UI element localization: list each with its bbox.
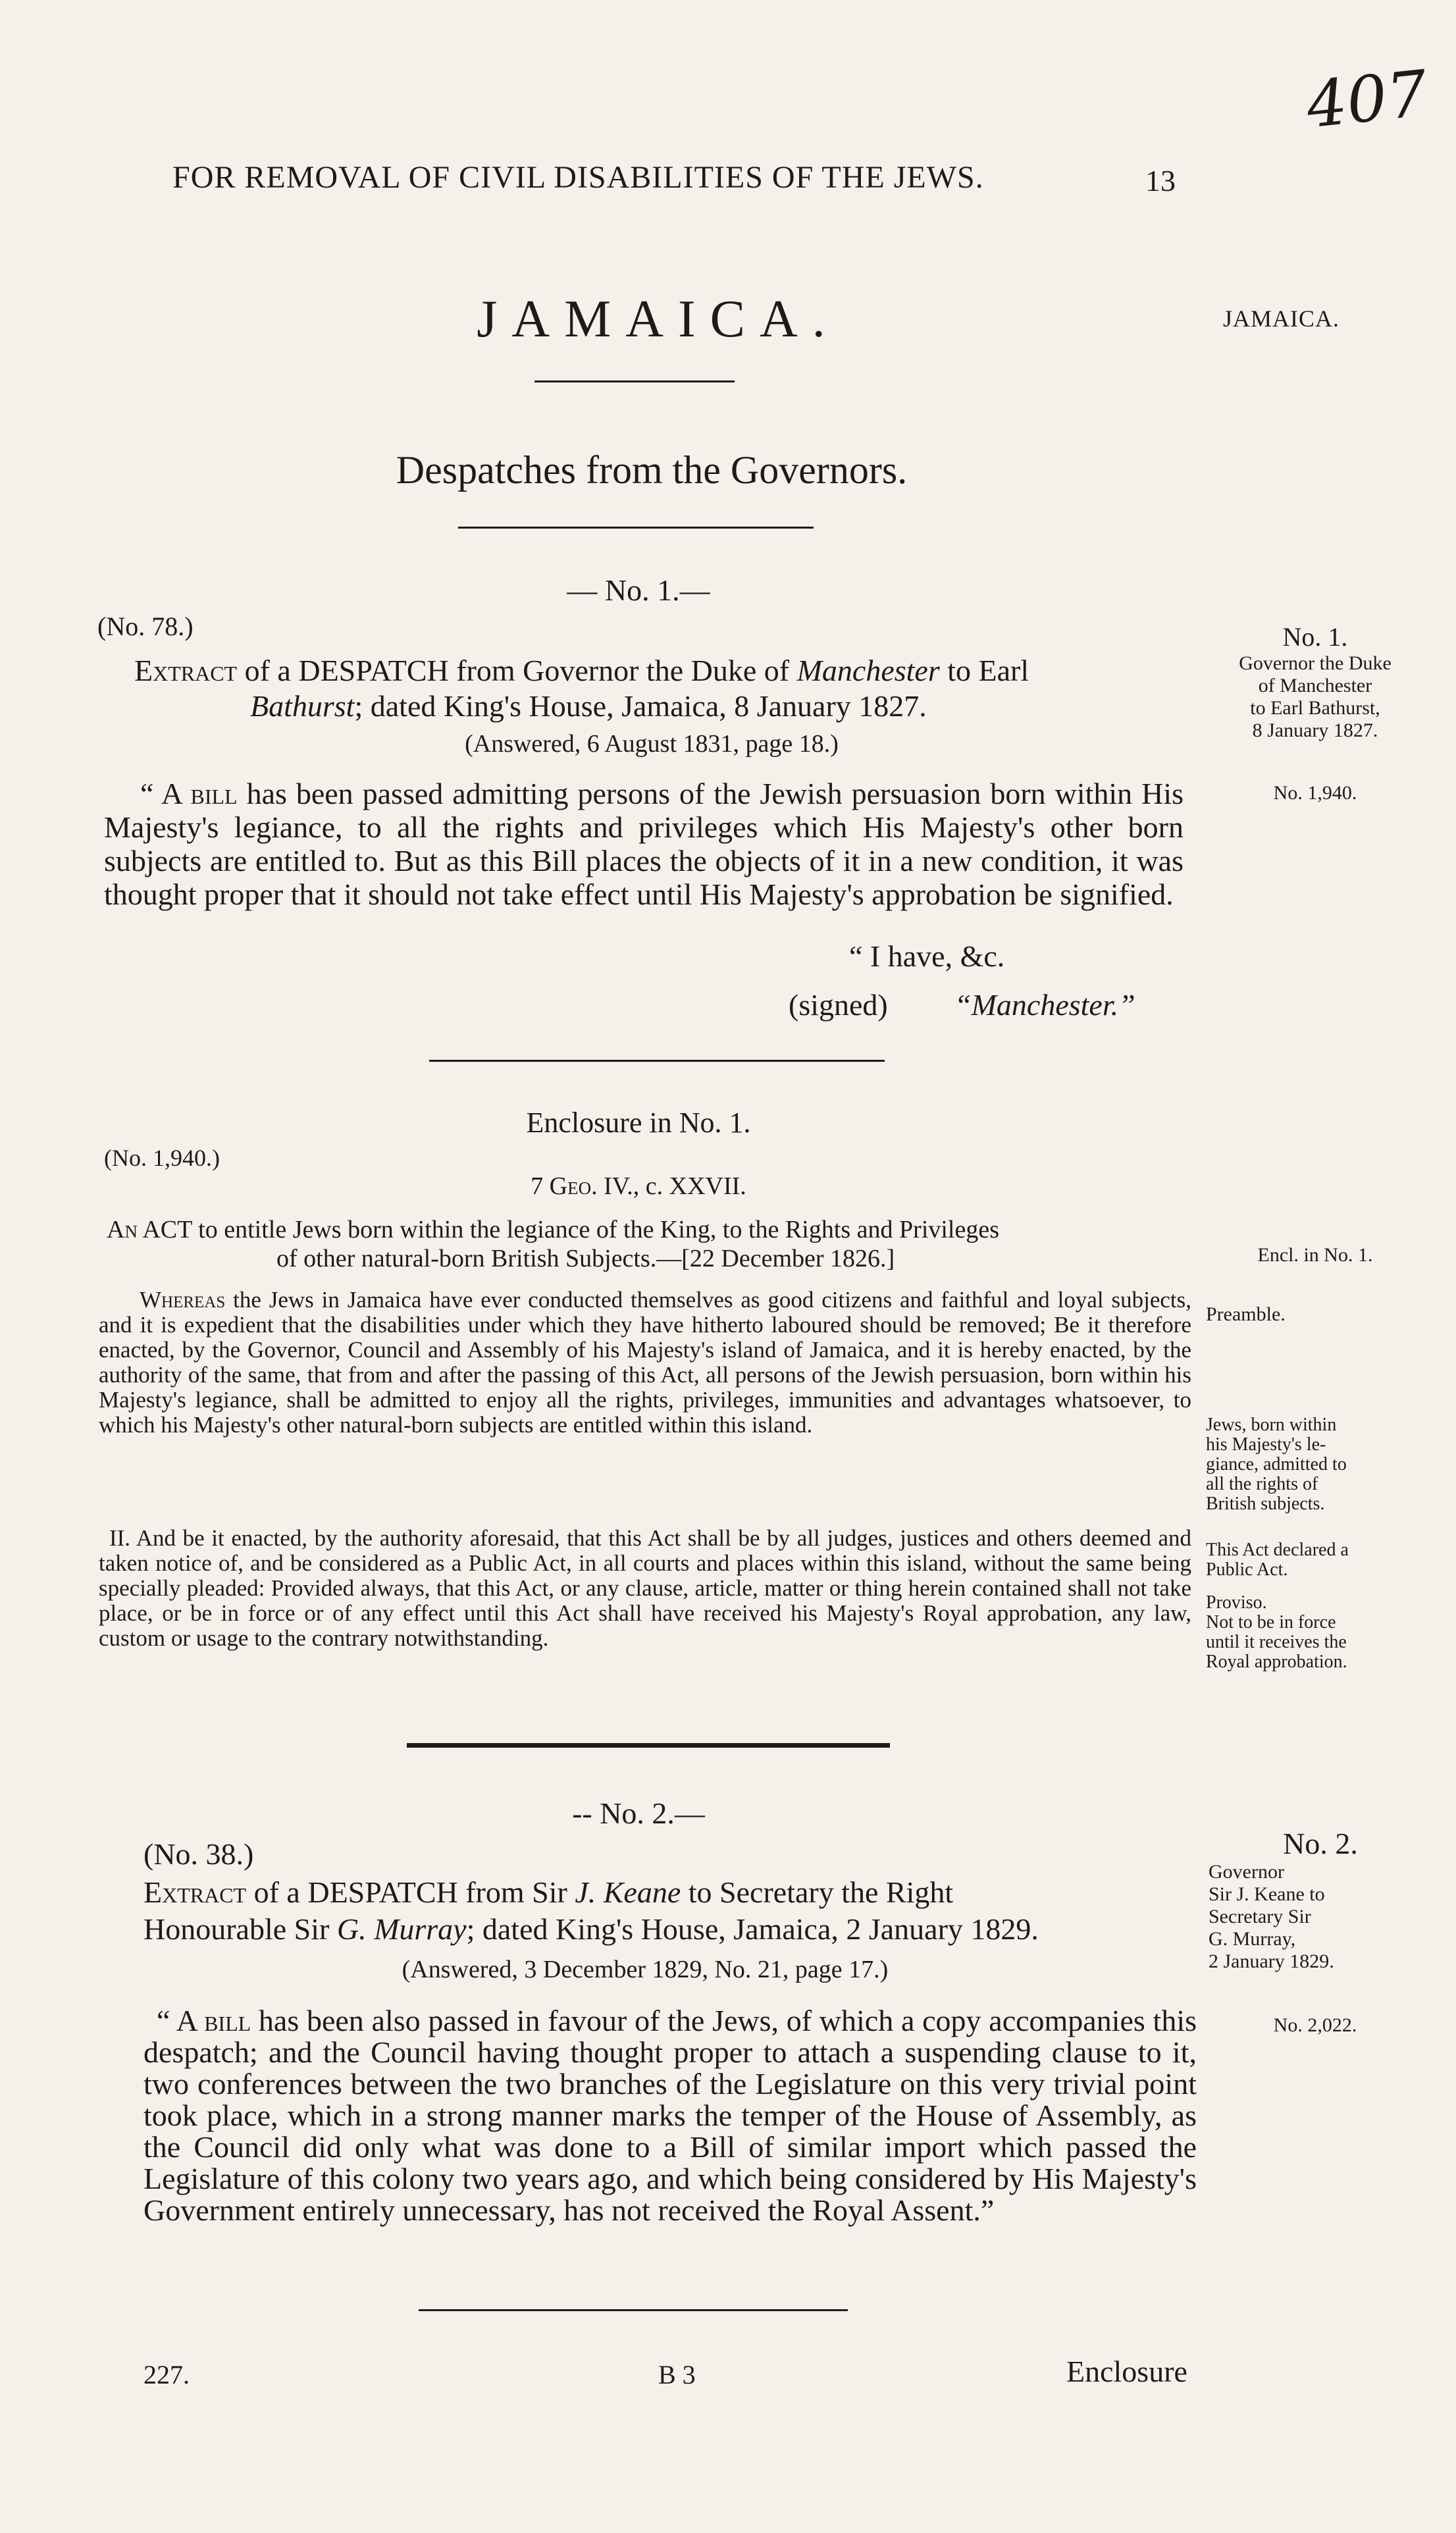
section1-closing: “ I have, &c.: [849, 939, 1005, 973]
sidenote-line: Governor the Duke: [1239, 652, 1391, 674]
enclosure1-side-preamble: [1206, 1303, 1430, 1326]
sidenote-line: to Earl Bathurst,: [1250, 697, 1380, 719]
enclosure1-side-encl: [1203, 1244, 1427, 1266]
quote-body: has been passed admitting persons of the Jewish persuasion born within His Majesty's legiance, to all the rights and privileges which His Majesty's other born subjects are entitled to. But as this Bill places the objects of it in a new condition, it was thought proper that it should not take effect until His Majesty's approbation be signified.: [104, 777, 1184, 911]
section1-signed-label: (signed): [789, 988, 888, 1022]
sidenote-line: Jews, born within: [1206, 1415, 1337, 1435]
subtitle: Despatches from the Governors.: [396, 448, 908, 492]
section1-rule: [429, 1060, 885, 1062]
section2-rule: [419, 2309, 848, 2311]
sidenote-line: Secretary Sir: [1209, 1906, 1311, 1927]
extract-label: Extract: [143, 1875, 247, 1909]
section1-answered: (Answered, 6 August 1831, page 18.): [465, 730, 839, 758]
quote-body: has been also passed in favour of the Jews, of which a copy accompanies this despatch; and the Council having thought proper to attach a suspending clause to it, two conferences between the two branches of the Legislature on this very trivial point took place, which in a strong manner marks the temper of the House of Assembly, as the Council did only what was done to a Bill of similar import which passed the Legislature of this colony two years ago, and which being considered by His Majesty's Government entirely unnecessary, has not received the Royal Assent.”: [143, 2004, 1197, 2227]
enclosure1-statute: [395, 1172, 882, 1201]
section1-side-ref: [1203, 782, 1427, 804]
enclosure1-para2: II. And be it enacted, by the authority aforesaid, that this Act shall be by all judges, justices and others deemed and taken notice of, and be considered as a Public Act, in all courts and places within this island, without the same being specially pleaded: Provided always, that this Act, or any clause, article, matter or thing herein contained shall not take place, or be in force or of any effect until this Act shall have received his Majesty's Royal approbation, any law, custom or usage to the contrary notwithstanding.: [99, 1525, 1191, 1651]
section1-quote: [104, 777, 1183, 911]
sidenote-line: Public Act.: [1206, 1559, 1288, 1580]
extract-label: Extract: [134, 654, 238, 687]
enclosure1-side-proviso: [1206, 1593, 1430, 1672]
sidenote-line: British subjects.: [1206, 1494, 1325, 1514]
page-number: 13: [1145, 164, 1176, 197]
footer-catchword: Enclosure: [1066, 2355, 1187, 2388]
sidenote-line: 2 January 1829.: [1209, 1950, 1334, 1972]
section2-quote: [143, 2005, 1197, 2226]
enclosure1-heading: Enclosure in No. 1.: [526, 1107, 751, 1139]
statute-num: 7: [531, 1172, 544, 1200]
sidenote-line: 8 January 1827.: [1252, 719, 1378, 741]
extract-text: of a DESPATCH from Sir: [253, 1875, 567, 1909]
whereas: Whereas: [140, 1287, 226, 1313]
sidenote-line: Proviso.: [1206, 1592, 1267, 1613]
sidenote-line: of Manchester: [1258, 675, 1372, 696]
extract-text: Honourable Sir: [143, 1912, 330, 1946]
sidenote-ref: No. 1,940.: [1273, 782, 1357, 804]
statute-geo: Geo.: [549, 1172, 598, 1200]
enclosure1-side-jews: [1206, 1415, 1430, 1514]
extract-text: ; dated King's House, Jamaica, 2 January 1829.: [466, 1912, 1039, 1946]
sidenote-ref: No. 2,022.: [1273, 2014, 1357, 2036]
extract-text: of a DESPATCH from Governor the Duke of: [244, 654, 790, 687]
extract-name: J. Keane: [575, 1875, 681, 1909]
sidenote-line: Sir J. Keane to: [1209, 1883, 1325, 1905]
margin-title: JAMAICA.: [1223, 305, 1340, 332]
act-an: An: [107, 1216, 138, 1243]
quote-open: “ A: [157, 2004, 197, 2037]
enclosure1-ref: (No. 1,940.): [104, 1145, 220, 1171]
section1-heading: — No. 1.—: [567, 573, 710, 607]
extract-text: ; dated King's House, Jamaica, 8 January 1827.: [354, 689, 927, 723]
section2-extract-line2: [143, 1912, 1039, 1946]
statute-rest: IV., c. XXVII.: [604, 1172, 746, 1200]
sidenote-no: No. 1.: [1282, 622, 1348, 652]
sidenote-line: Governor: [1209, 1861, 1284, 1883]
section2-answered: (Answered, 3 December 1829, No. 21, page 17.): [402, 1956, 889, 1983]
enclosure1-para1: [99, 1288, 1191, 1438]
sidenote-line: Not to be in force: [1206, 1612, 1336, 1632]
section1-sidenote: [1203, 622, 1427, 742]
extract-name: Bathurst: [250, 689, 355, 723]
act-text: ACT to entitle Jews born within the legiance of the King, to the Rights and Privileges: [142, 1216, 1000, 1243]
extract-name: G. Murray: [336, 1912, 467, 1946]
enclosure1-act-line2: of other natural-born British Subjects.—[22 December 1826.]: [276, 1245, 895, 1272]
sidenote-line: G. Murray,: [1209, 1928, 1296, 1950]
footer-left-number: 227.: [143, 2360, 190, 2389]
footer-signature-mark: B 3: [658, 2360, 696, 2389]
sidenote-preamble: Preamble.: [1206, 1303, 1286, 1325]
section2-extract-line1: [143, 1875, 1197, 1910]
sidenote-encl: Encl. in No. 1.: [1257, 1244, 1373, 1266]
section2-side-ref: [1203, 2014, 1427, 2037]
sidenote-line: Royal approbation.: [1206, 1652, 1347, 1672]
page-mark-handwritten: 407: [1303, 56, 1431, 143]
section2-sidenote: [1209, 1827, 1432, 1973]
enclosure1-rule: [407, 1743, 890, 1748]
sidenote-line: giance, admitted to: [1206, 1454, 1347, 1475]
quote-bill: bill: [190, 777, 238, 810]
sidenote-no: No. 2.: [1283, 1827, 1358, 1860]
section1-signed-name: “Manchester.”: [954, 988, 1135, 1022]
subtitle-rule: [458, 527, 814, 529]
title-rule: [534, 380, 735, 382]
para-text: the Jews in Jamaica have ever conducted themselves as good citizens and faithful and loyal subjects, and it is expedient that the disabilities under which they have hitherto laboured should be removed; Be it therefore enacted, by the Governor, Council and Assembly of his Majesty's island of Jamaica, and it is hereby enacted, by the authority of the same, that from and after the passing of this Act, all persons of the Jewish persuasion, born within his Majesty's legiance, shall be admitted to enjoy all the rights, privileges, immunities and advantages whatsoever, to which his Majesty's other natural-born subjects are entitled within this island.: [99, 1287, 1191, 1438]
enclosure1-side-public: [1206, 1540, 1430, 1580]
section2-heading: -- No. 2.—: [572, 1796, 705, 1830]
quote-open: “ A: [140, 777, 182, 810]
sidenote-line: all the rights of: [1206, 1474, 1318, 1494]
page-title: JAMAICA.: [477, 290, 840, 348]
extract-text: to Earl: [947, 654, 1029, 687]
section2-ref: (No. 38.): [143, 1837, 254, 1871]
enclosure1-act-line1: [107, 1215, 999, 1244]
sidenote-line: This Act declared a: [1206, 1540, 1349, 1560]
extract-name: Manchester: [796, 654, 940, 687]
section1-extract-line1: [134, 653, 1201, 688]
section1-ref: (No. 78.): [97, 612, 194, 641]
sidenote-line: his Majesty's le-: [1206, 1434, 1326, 1455]
extract-text: to Secretary the Right: [688, 1875, 954, 1909]
quote-bill: bill: [204, 2004, 251, 2037]
running-head: FOR REMOVAL OF CIVIL DISABILITIES OF THE JEWS.: [172, 160, 984, 195]
section1-extract-line2: [250, 689, 927, 723]
sidenote-line: until it receives the: [1206, 1632, 1347, 1652]
